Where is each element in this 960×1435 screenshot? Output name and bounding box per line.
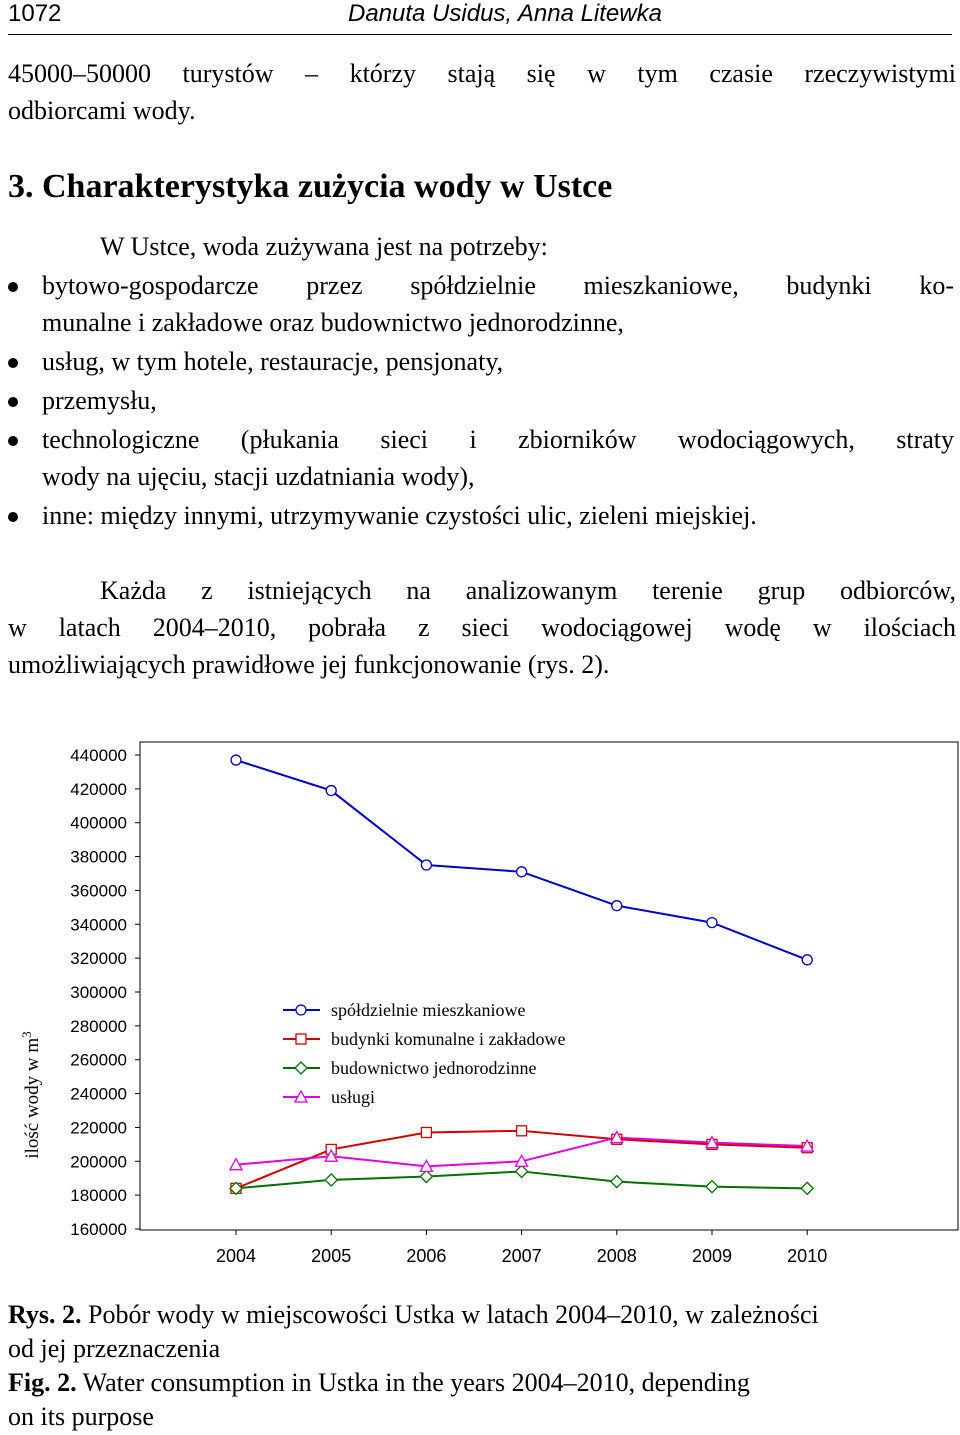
x-tick-label: 2010 (787, 1246, 828, 1266)
marker-square (421, 1128, 431, 1138)
marker-diamond (706, 1181, 718, 1193)
marker-circle (517, 867, 527, 877)
caption-en-label: Fig. 2. (8, 1368, 77, 1397)
y-tick-label: 340000 (70, 915, 127, 935)
marker-diamond (420, 1171, 432, 1183)
bullet-5-text: inne: między innymi, utrzymywanie czystości ulic, zieleni miejskiej. (42, 501, 757, 530)
caption-pl-line-1 (8, 1298, 956, 1332)
lead-text: W Ustce, woda zużywana jest na potrzeby: (100, 232, 548, 261)
marker-diamond (516, 1165, 528, 1177)
marker-diamond (295, 1062, 307, 1074)
marker-circle (612, 901, 622, 911)
marker-circle (326, 786, 336, 796)
para2-line-3: umożliwiających prawidłowe jej funkcjonowanie (rys. 2). (8, 650, 610, 679)
x-tick-label: 2004 (215, 1246, 257, 1266)
marker-circle (802, 955, 812, 965)
bullet-2-text: usług, w tym hotele, restauracje, pensjonaty, (42, 347, 504, 376)
bullet-dot (8, 512, 18, 522)
series-lines (236, 760, 807, 1188)
bullet-dot (8, 397, 18, 407)
caption-pl-label: Rys. 2. (8, 1300, 82, 1329)
bullet-dot (8, 282, 18, 292)
caption-en-line-1 (8, 1366, 956, 1400)
series-markers (230, 755, 813, 1194)
intro-line-1: 45000–50000 turystów – którzy stają się w tym czasie rzeczywistymi (8, 59, 956, 88)
marker-diamond (801, 1182, 813, 1194)
marker-circle (707, 918, 717, 928)
page-number: 1072 (8, 0, 62, 27)
y-axis-ticks (70, 746, 140, 1239)
y-tick-label: 320000 (70, 949, 127, 969)
legend-label: budownictwo jednorodzinne (331, 1058, 537, 1078)
x-axis-ticks (216, 1230, 827, 1266)
x-tick-label: 2007 (501, 1246, 542, 1266)
y-tick-label: 180000 (70, 1186, 127, 1206)
caption-pl-line-2: od jej przeznaczenia (8, 1334, 221, 1363)
y-tick-label: 360000 (70, 881, 127, 901)
x-tick-label: 2009 (691, 1246, 733, 1266)
y-tick-label: 240000 (70, 1084, 127, 1104)
y-tick-label: 200000 (70, 1152, 127, 1172)
x-tick-label: 2008 (596, 1246, 637, 1266)
y-tick-label: 440000 (70, 746, 127, 765)
x-tick-label: 2006 (406, 1246, 447, 1266)
y-tick-label: 220000 (70, 1118, 127, 1138)
y-tick-label: 420000 (70, 779, 127, 799)
x-tick-label: 2005 (311, 1246, 352, 1266)
marker-circle (231, 755, 241, 765)
marker-circle (421, 860, 431, 870)
y-axis-label-sup: 3 (19, 1031, 34, 1038)
bullet-4-line-1: technologiczne (płukania sieci i zbiorników wodociągowych, straty (42, 425, 954, 454)
marker-circle (296, 1005, 306, 1015)
water-consumption-chart (0, 735, 960, 1295)
y-axis-label-text: ilość wody w m (22, 1037, 43, 1159)
legend-label: usługi (331, 1087, 376, 1107)
y-axis-label (19, 1031, 43, 1158)
marker-square (296, 1034, 306, 1044)
plot-frame (140, 742, 958, 1230)
series-line-0 (236, 760, 807, 960)
bullet-4-line-2: wody na ujęciu, stacji uzdatniania wody), (42, 462, 475, 491)
legend (283, 1000, 565, 1107)
y-tick-label: 280000 (70, 1016, 127, 1036)
bullet-3-text: przemysłu, (42, 386, 157, 415)
marker-square (517, 1126, 527, 1136)
caption-pl-text: Pobór wody w miejscowości Ustka w latach 2004–2010, w zależności (81, 1300, 819, 1329)
marker-diamond (325, 1174, 337, 1186)
section-title: 3. Charakterystyka zużycia wody w Ustce (8, 168, 613, 205)
y-tick-label: 380000 (70, 847, 127, 867)
legend-label: budynki komunalne i zakładowe (331, 1029, 566, 1049)
running-authors: Danuta Usidus, Anna Litewka (348, 0, 662, 27)
y-tick-label: 300000 (70, 983, 127, 1002)
marker-diamond (611, 1176, 623, 1188)
bullet-dot (8, 436, 18, 446)
para2-line-1: Każda z istniejących na analizowanym terenie grup odbiorców, (100, 576, 956, 605)
bullet-dot (8, 358, 18, 368)
caption-en-line-2: on its purpose (8, 1402, 154, 1431)
intro-line-2: odbiorcami wody. (8, 96, 196, 125)
running-header (8, 0, 952, 35)
para2-line-2: w latach 2004–2010, pobrała z sieci wodociągowej wodę w ilościach (8, 613, 956, 642)
y-tick-label: 260000 (70, 1050, 127, 1070)
y-tick-label: 400000 (70, 813, 127, 833)
y-tick-label: 160000 (70, 1220, 127, 1239)
bullet-1-line-2: munalne i zakładowe oraz budownictwo jednorodzinne, (42, 308, 624, 337)
bullet-1-line-1: bytowo-gospodarcze przez spółdzielnie mieszkaniowe, budynki ko- (42, 271, 954, 300)
caption-en-text: Water consumption in Ustka in the years 2004–2010, depending (76, 1368, 750, 1397)
legend-label: spółdzielnie mieszkaniowe (331, 1000, 526, 1020)
